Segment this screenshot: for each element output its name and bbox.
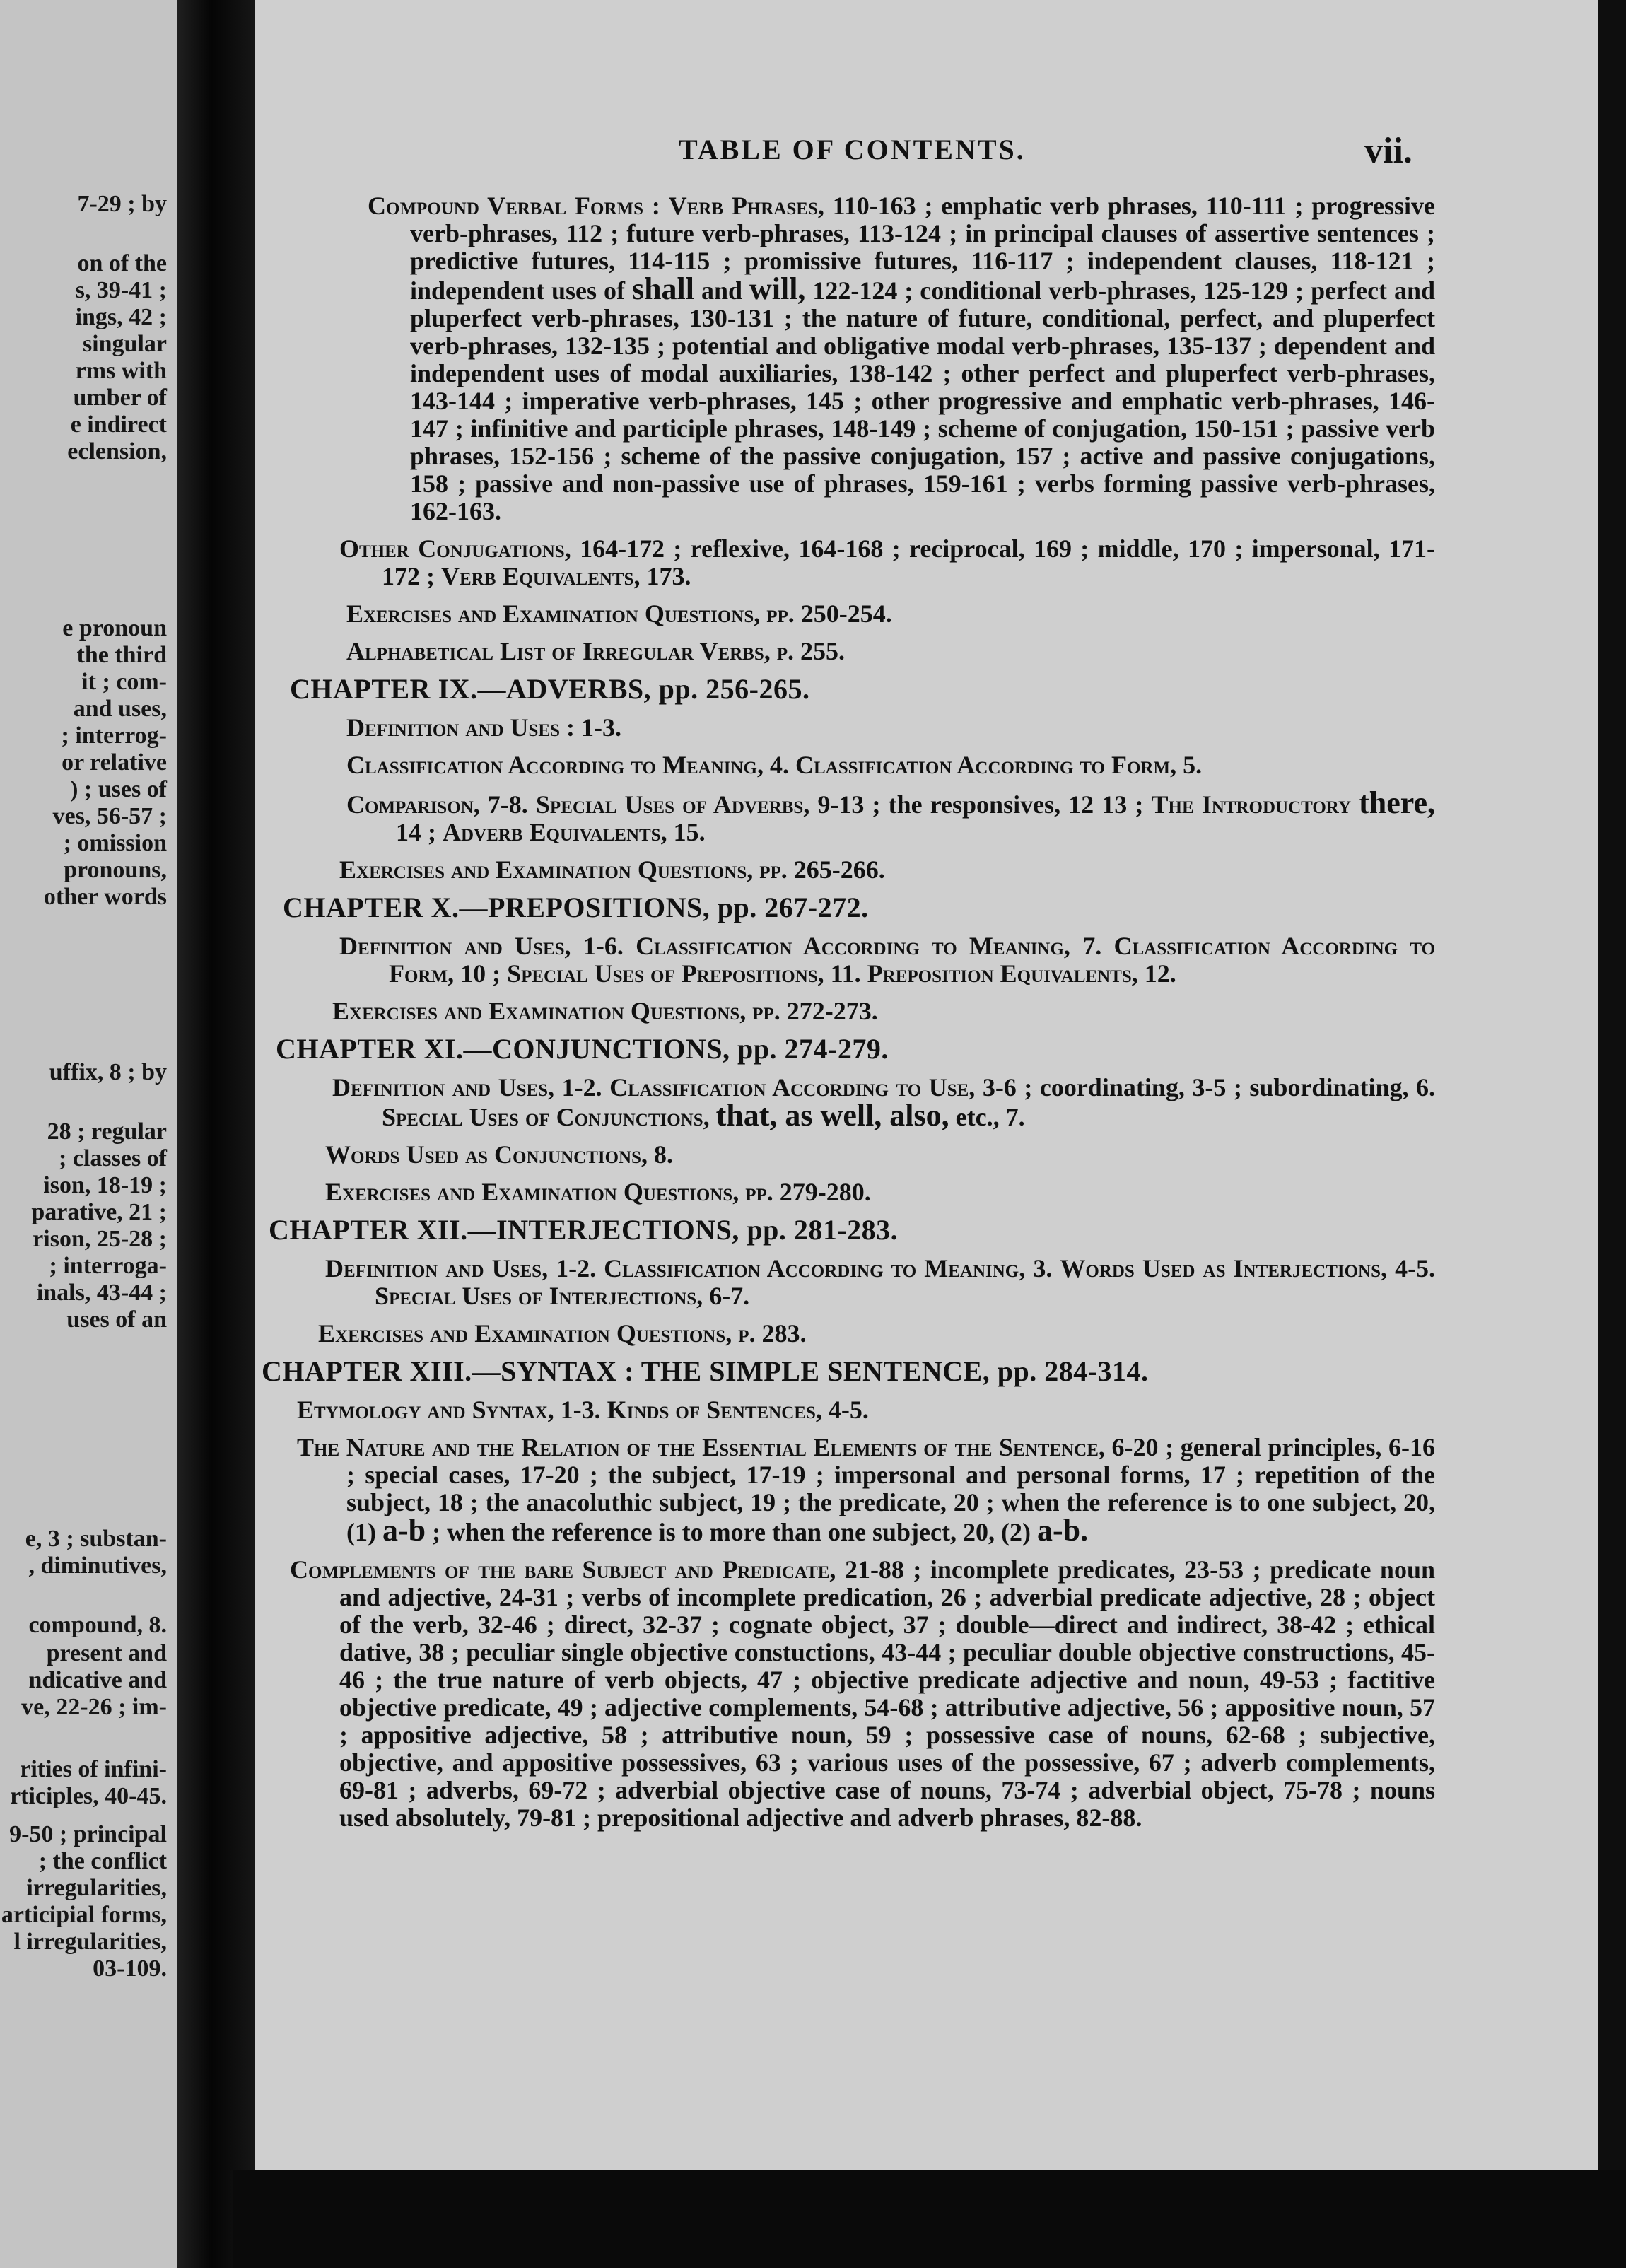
entry-text: 7. — [1082, 932, 1102, 960]
left-page-line: 28 ; regular — [47, 1118, 167, 1145]
left-page-line: 9-50 ; principal — [9, 1821, 167, 1847]
entry-text: ; when the reference is to more than one subject, 20, (2) — [432, 1518, 1031, 1546]
left-page-line: ves, 56-57 ; — [52, 803, 167, 829]
entry-heading: Classification According to Meaning, — [636, 932, 1070, 960]
chapter-heading: CHAPTER XI.—CONJUNCTIONS, pp. 274-279. — [276, 1033, 889, 1065]
entry-text: 1-2. — [556, 1254, 597, 1282]
entry-text: 11. — [830, 959, 861, 988]
bottom-shadow — [233, 2170, 1626, 2268]
entry-heading: Verb Phrases — [668, 192, 818, 220]
entry-text: 122-124 ; conditional verb-phrases, 125-129 ; perfect and pluperfect verb-phrases, 130-131 ; the nature of future, conditional, perfect, and pluperfect verb-phrases, 132-135 ; potential and obligative modal verb-phrases, 135-137 ; dependent and independent uses of modal auxiliaries, 138-142 ; other perfect and pluperfect verb-phrases, 143-144 ; imperative verb-phrases, 145 ; other progressive and emphatic verb-phrases, 146-147 ; infinitive and participle phrases, 148-149 ; scheme of conjugation, 150-151 ; passive verb phrases, 152-156 ; scheme of the passive conjugation, 157 ; active and passive conjugations, 158 ; passive and non-passive use of phrases, 159-161 ; verbs forming passive verb-phrases, 162-163. — [410, 276, 1436, 525]
left-page-line: uffix, 8 ; by — [49, 1059, 167, 1085]
toc-content — [262, 192, 1436, 1842]
toc-entry-definition — [304, 1255, 1435, 1310]
left-page-line: ; the conflict — [38, 1848, 167, 1874]
left-page-line: ; classes of — [59, 1145, 167, 1171]
left-page-line: pronouns, — [64, 857, 167, 883]
left-page-line: e pronoun — [62, 615, 167, 641]
entry-heading: Compound Verbal Forms : — [368, 192, 660, 220]
entry-heading: Comparison, 7-8. — [346, 790, 528, 819]
entry-heading: Classification According to Meaning, — [604, 1254, 1026, 1282]
entry-heading: Special Uses of Conjunctions, — [382, 1103, 710, 1131]
keyword: a-b. — [1036, 1513, 1089, 1548]
chapter-heading: CHAPTER XIII.—SYNTAX : THE SIMPLE SENTENCE, pp. 284-314. — [262, 1355, 1149, 1387]
chapter-heading: CHAPTER XII.—INTERJECTIONS, pp. 281-283. — [269, 1214, 899, 1246]
entry-heading: Verb Equivalents, — [441, 562, 641, 590]
left-page-line: ings, 42 ; — [75, 304, 167, 330]
entry-text: 1-2. — [561, 1073, 602, 1101]
entry-heading: Adverb Equivalents, — [443, 818, 667, 846]
entry-heading: Classification According to Form, — [389, 932, 1436, 988]
entry-heading: Other Conjugations, — [339, 534, 571, 563]
entry-heading: The Nature and the Relation of the Essential Elements of the Sentence, — [297, 1433, 1105, 1461]
keyword: a-b — [382, 1513, 426, 1548]
left-page-line: e indirect — [70, 411, 167, 438]
toc-entry-compound-verbal-forms — [332, 192, 1435, 525]
left-page-line: ; omission — [63, 830, 167, 856]
toc-entry-exercises: Exercises and Examination Questions, p. 283. — [318, 1319, 807, 1348]
toc-entry-irregular-verbs: Alphabetical List of Irregular Verbs, p. 255. — [346, 637, 846, 665]
left-page-line: inals, 43-44 ; — [36, 1280, 167, 1306]
left-page-line: compound, 8. — [28, 1612, 167, 1638]
entry-text: 10 ; — [460, 959, 501, 988]
entry-text: 12. — [1144, 959, 1176, 988]
keyword: there, — [1359, 785, 1436, 820]
entry-heading: Definition and Uses, — [332, 1073, 555, 1101]
left-page-line: 03-109. — [93, 1956, 167, 1982]
left-page-line: ; interroga- — [49, 1253, 167, 1279]
left-page-line: other words — [43, 884, 167, 910]
left-page-line: or relative — [62, 749, 167, 776]
left-page-line: it ; com- — [81, 669, 167, 695]
left-page-line: uses of an — [66, 1307, 167, 1333]
entry-heading: Special Uses of Adverbs, — [535, 790, 810, 819]
toc-entry-definition — [318, 933, 1435, 988]
left-page-line: ndicative and — [28, 1667, 167, 1693]
left-page-line: l irregularities, — [13, 1929, 167, 1955]
left-page — [0, 0, 177, 2268]
toc-entry-exercises: Exercises and Examination Questions, pp. 272-273. — [332, 997, 878, 1025]
entry-heading: Special Uses of Prepositions, — [507, 959, 824, 988]
entry-heading: Classification According to Meaning, 4. — [346, 751, 789, 779]
keyword: will, — [749, 271, 806, 306]
entry-heading: Kinds of Sentences, — [607, 1396, 822, 1424]
toc-entry-definition: Definition and Uses : 1-3. — [346, 713, 621, 742]
left-page-line: and uses, — [73, 696, 167, 722]
page-edge-shadow — [1598, 0, 1626, 2170]
entry-text: 9-13 ; the responsives, 12 13 ; — [817, 790, 1144, 819]
left-page-line: rms with — [75, 358, 167, 384]
entry-text: 14 ; — [396, 818, 436, 846]
book-gutter — [177, 0, 255, 2268]
left-page-line: eclension, — [67, 438, 167, 464]
toc-entry-exercises: Exercises and Examination Questions, pp. 279-280. — [325, 1178, 871, 1206]
entry-heading: Classification According to Form, 5. — [795, 751, 1203, 779]
left-page-line: ) ; uses of — [70, 776, 167, 802]
left-page-line: s, 39-41 ; — [75, 277, 167, 303]
toc-entry-exercises: Exercises and Examination Questions, pp. 265-266. — [339, 855, 885, 884]
left-page-line: ; interrog- — [61, 723, 167, 749]
left-page-line: on of the — [77, 250, 167, 276]
entry-heading: The Introductory — [1151, 790, 1352, 819]
toc-entry-nature-relation — [276, 1434, 1435, 1546]
page-number: vii. — [1364, 131, 1412, 171]
entry-heading: Etymology and Syntax, — [297, 1396, 554, 1424]
toc-entry-exercises: Exercises and Examination Questions, pp. 250-254. — [346, 600, 892, 628]
entry-heading: Special Uses of Interjections, — [375, 1282, 703, 1310]
left-page-line: singular — [82, 331, 167, 357]
entry-text: 4-5. — [1395, 1254, 1436, 1282]
left-page-line: rticiples, 40-45. — [10, 1783, 167, 1809]
chapter-heading: CHAPTER X.—PREPOSITIONS, pp. 267-272. — [283, 892, 869, 923]
entry-heading: Complements of the bare Subject and Predicate, — [290, 1555, 836, 1584]
left-page-line: umber of — [73, 385, 167, 411]
entry-text: 3-6 ; coordinating, 3-5 ; subordinating, 6. — [982, 1073, 1436, 1101]
entry-text: 164-172 ; reflexive, 164-168 ; reciprocal, 169 ; middle, 170 ; impersonal, 171-172 ; — [382, 534, 1436, 590]
toc-entry-classification — [346, 752, 1435, 779]
entry-text: 173. — [646, 562, 691, 590]
left-page-line: irregularities, — [26, 1875, 167, 1901]
left-page-line: the third — [76, 642, 167, 668]
toc-entry-etymology — [297, 1396, 1435, 1424]
entry-text: , 110-163 ; emphatic verb phrases, 110-111 ; progressive verb-phrases, 112 ; future verb-phrases, 113-124 ; in principal clauses of assertive sentences ; predictive futures, 114-115 ; promissive futures, 116-117 ; independent clauses, 118-121 ; independent uses of — [410, 192, 1435, 305]
entry-text: 15. — [673, 818, 706, 846]
left-page-line: present and — [46, 1640, 167, 1666]
left-page-line: 7-29 ; by — [77, 191, 167, 217]
entry-text: 6-20 ; general principles, 6-16 ; special cases, 17-20 ; the subject, 17-19 ; impersonal and personal forms, 17 ; repetition of the subject, 18 ; the anacoluthic subject, 19 ; the predicate, 20 ; when the reference is to one subject, 20, (1) — [346, 1433, 1435, 1546]
left-page-line: articipial forms, — [1, 1902, 167, 1928]
entry-text: and — [701, 276, 743, 305]
entry-text: 21-88 ; incomplete predicates, 23-53 ; predicate noun and adjective, 24-31 ; verbs of incomplete predication, 26 ; adverbial predicate adjective, 28 ; object of the verb, 32-46 ; direct, 32-37 ; cognate object, 37 ; double—direct and indirect, 38-42 ; ethical dative, 38 ; peculiar single objective constuctions, 43-44 ; peculiar double objective constructions, 45-46 ; the true nature of verb objects, 47 ; objective predicate adjective and noun, 49-53 ; factitive objective predicate, 49 ; adjective complements, 54-68 ; attributive adjective, 56 ; appositive noun, 57 ; appositive adjective, 58 ; attributive noun, 59 ; possessive case of nouns, 62-68 ; subjective, objective, and appositive possessives, 63 ; various uses of the possessive, 67 ; adverb complements, 69-81 ; adverbs, 69-72 ; adverbial objective case of nouns, 73-74 ; adverbial object, 75-78 ; nouns used absolutely, 79-81 ; prepositional adjective and adverb phrases, 82-88. — [339, 1555, 1435, 1832]
left-page-line: ison, 18-19 ; — [43, 1172, 167, 1198]
entry-heading: Definition and Uses, — [339, 932, 571, 960]
entry-heading: Classification According to Use, — [609, 1073, 976, 1101]
entry-text: 4-5. — [828, 1396, 869, 1424]
entry-heading: Definition and Uses, — [325, 1254, 549, 1282]
keyword: shall — [631, 271, 694, 306]
entry-text: 1-3. — [560, 1396, 601, 1424]
entry-text: 3. — [1033, 1254, 1053, 1282]
running-header: TABLE OF CONTENTS. — [679, 134, 1026, 165]
entry-text: 6-7. — [709, 1282, 750, 1310]
left-page-line: rities of infini- — [20, 1756, 167, 1782]
toc-entry-other-conjugations — [304, 535, 1435, 590]
left-page-line: e, 3 ; substan- — [25, 1526, 167, 1552]
entry-text: 1-6. — [583, 932, 624, 960]
entry-heading: Words Used as Interjections, — [1060, 1254, 1388, 1282]
right-page — [255, 0, 1598, 2170]
chapter-heading: CHAPTER IX.—ADVERBS, pp. 256-265. — [290, 673, 810, 705]
left-page-line: ve, 22-26 ; im- — [21, 1694, 167, 1720]
keyword: that, as well, also, — [715, 1098, 949, 1133]
toc-entry-complements — [269, 1556, 1435, 1832]
entry-heading: Preposition Equivalents, — [867, 959, 1138, 988]
toc-entry-words-used: Words Used as Conjunctions, 8. — [325, 1140, 674, 1169]
toc-entry-comparison — [325, 785, 1436, 846]
left-page-line: rison, 25-28 ; — [33, 1226, 167, 1252]
left-page-line: , diminutives, — [28, 1553, 167, 1579]
left-page-line: parative, 21 ; — [31, 1199, 167, 1225]
entry-text: etc., 7. — [955, 1103, 1025, 1131]
toc-entry-definition — [311, 1074, 1435, 1131]
